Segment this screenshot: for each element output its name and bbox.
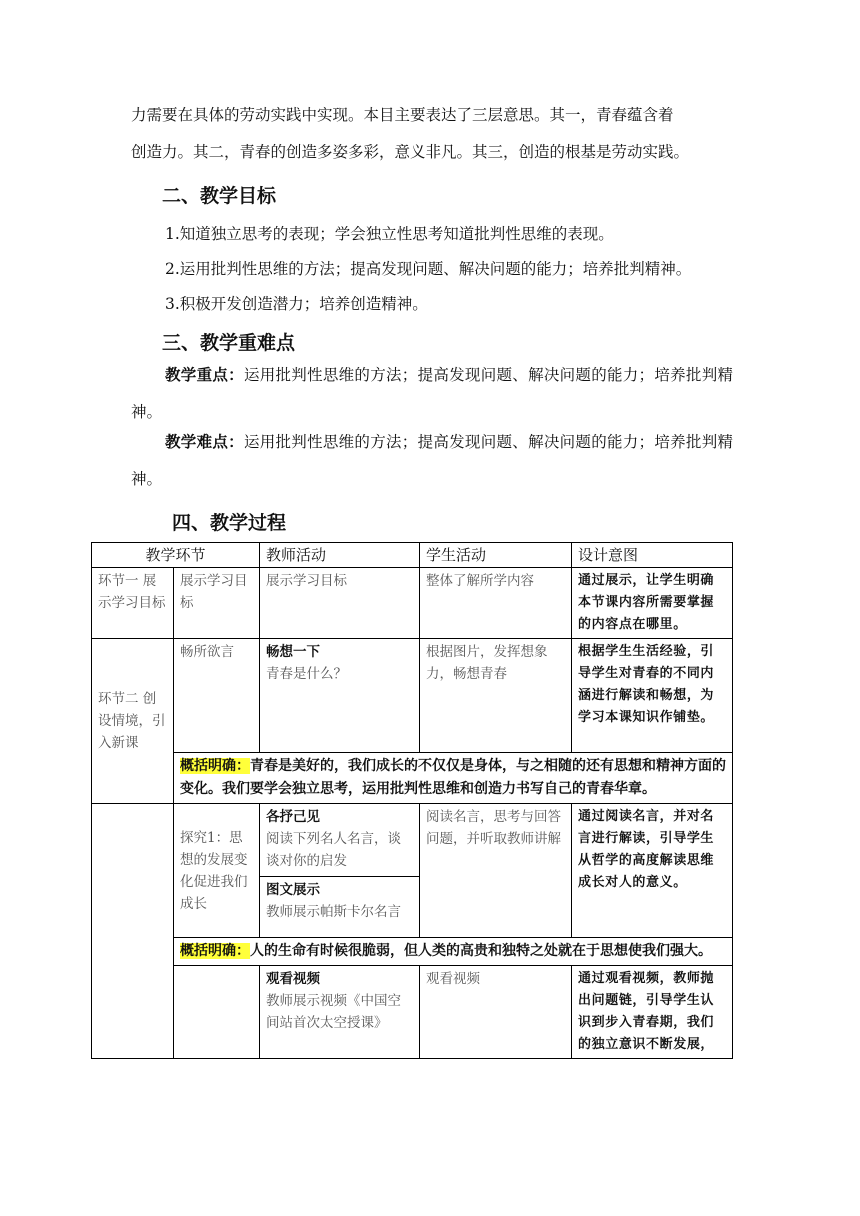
header-student: 学生活动 [420,543,572,568]
summary-row [92,938,733,966]
difficult-point-text: 运用批判性思维的方法；提高发现问题、解决问题的能力；培养批判精神。 [131,433,733,488]
design-intent-cell: 通过展示，让学生明确本节课内容所需要掌握的内容点在哪里。 [572,568,733,639]
section-title-process: 四、教学过程 [172,512,287,534]
teaching-process-table [91,542,733,1059]
section-title-objectives: 二、教学目标 [162,185,277,207]
teacher-activity-title: 畅想一下 [266,644,321,660]
summary-label: 概括明确： [180,943,250,959]
table-header-row [92,543,733,568]
intro-paragraph [131,97,733,171]
stage-cell [92,804,174,1059]
key-point-text: 运用批判性思维的方法；提高发现问题、解决问题的能力；培养批判精神。 [131,366,733,421]
difficult-point-label: 教学难点： [165,432,244,451]
design-intent-cell: 根据学生生活经验，引导学生对青春的不同内涵进行解读和畅想，为学习本课知识作铺垫。 [572,639,733,753]
teacher-activity-title: 观看视频 [266,971,321,987]
teacher-activity-text: 教师展示视频《中国空间站首次太空授课》 [266,993,402,1031]
section-title-keypoints: 三、教学重难点 [162,332,296,354]
difficult-point-paragraph [131,423,733,498]
summary-row [92,753,733,804]
objective-item-3: 3.积极开发创造潜力；培养创造精神。 [165,295,428,313]
table-row [92,639,733,753]
student-activity-cell: 根据图片，发挥想象力，畅想青春 [420,639,572,753]
summary-cell [174,938,733,966]
teacher-activity-cell: 展示学习目标 [260,568,420,639]
objective-item-1: 1.知道独立思考的表现；学会独立性思考知道批判性思维的表现。 [165,225,614,243]
table-row [92,966,733,1059]
summary-label: 概括明确： [180,758,250,774]
teacher-activity-text: 阅读下列名人名言，谈谈对你的启发 [266,831,402,869]
key-point-paragraph [131,356,733,431]
stage-cell: 环节一 展示学习目标 [92,568,174,639]
teacher-activity-text: 青春是什么？ [266,666,348,682]
sub-stage-cell: 展示学习目标 [174,568,260,639]
teacher-activity-title: 各抒己见 [266,809,321,825]
teacher-activity-text: 教师展示帕斯卡尔名言 [266,904,402,920]
header-stage: 教学环节 [92,543,260,568]
design-intent-cell: 通过阅读名言，并对名言进行解读，引导学生从哲学的高度解读思维成长对人的意义。 [572,804,733,938]
teacher-activity-cell [260,639,420,753]
key-point-label: 教学重点： [165,365,244,384]
objective-item-2: 2.运用批判性思维的方法；提高发现问题、解决问题的能力；培养批判精神。 [165,260,692,278]
teacher-activity-cell [260,804,420,938]
teacher-activity-title: 图文展示 [266,882,321,898]
sub-stage-cell: 探究1：思想的发展变化促进我们成长 [174,804,260,938]
header-intent: 设计意图 [572,543,733,568]
sub-stage-cell [174,966,260,1059]
summary-text: 人的生命有时候很脆弱，但人类的高贵和独特之处就在于思想使我们强大。 [250,943,712,959]
sub-stage-cell: 畅所欲言 [174,639,260,753]
stage-cell: 环节二 创设情境，引入新课 [92,639,174,804]
header-teacher: 教师活动 [260,543,420,568]
summary-text: 青春是美好的，我们成长的不仅仅是身体，与之相随的还有思想和精神方面的变化。我们要学会独立思考，运用批判性思维和创造力书写自己的青春华章。 [180,758,726,797]
intro-line-1: 力需要在具体的劳动实践中实现。本目主要表达了三层意思。其一，青春蕴含着 [131,106,674,124]
student-activity-cell: 整体了解所学内容 [420,568,572,639]
student-activity-cell: 观看视频 [420,966,572,1059]
table-row [92,804,733,938]
intro-line-2: 创造力。其二，青春的创造多姿多彩，意义非凡。其三，创造的根基是劳动实践。 [131,143,690,161]
student-activity-cell: 阅读名言，思考与回答问题，并听取教师讲解 [420,804,572,938]
table-row [92,568,733,639]
summary-cell [174,753,733,804]
teacher-activity-subrow [260,876,419,923]
design-intent-cell: 通过观看视频，教师抛出问题链，引导学生认识到步入青春期，我们的独立意识不断发展， [572,966,733,1059]
teacher-activity-cell [260,966,420,1059]
